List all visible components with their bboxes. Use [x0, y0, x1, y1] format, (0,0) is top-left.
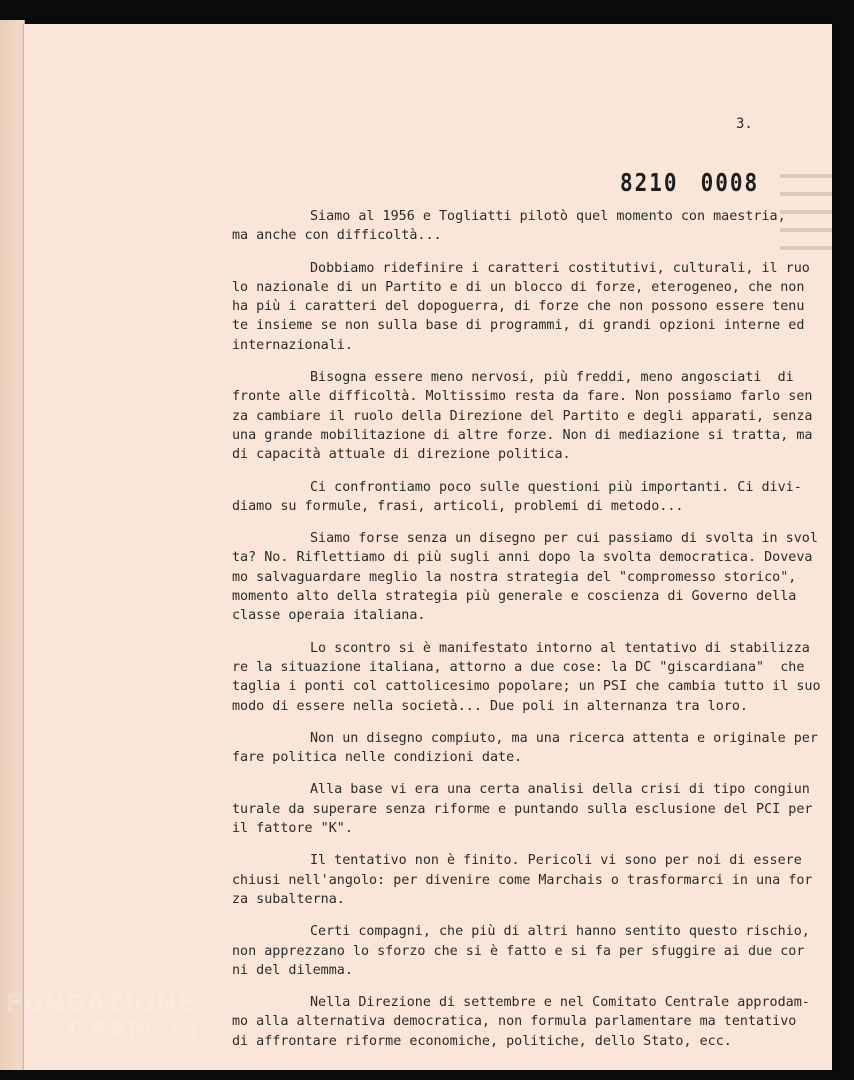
text-line: ma anche con difficoltà...: [232, 228, 442, 244]
text-line: di capacità attuale di direzione politica.: [232, 447, 571, 463]
fondazione-gramsci-watermark: [6, 990, 199, 1042]
text-line: di affrontare riforme economiche, politiche, dello Stato, ecc.: [232, 1033, 732, 1049]
text-line: fare politica nelle condizioni date.: [232, 750, 523, 766]
text-line: Alla base vi era una certa analisi della crisi di tipo congiun: [310, 782, 810, 798]
text-line: momento alto della strategia più generale e coscienza di Governo della: [232, 589, 797, 605]
text-line: Siamo al 1956 e Togliatti pilotò quel momento con maestria,: [310, 209, 786, 224]
text-line: modo di essere nella società... Due poli in alternanza tra loro.: [232, 698, 748, 714]
text-line: Nella Direzione di settembre e nel Comitato Centrale approdam-: [310, 995, 810, 1011]
text-line: non apprezzano lo sforzo che si è fatto e si fa per sfuggire ai due cor: [232, 943, 805, 959]
paragraph: [232, 207, 822, 246]
text-line: Lo scontro si è manifestato intorno al tentativo di stabilizza: [310, 640, 810, 656]
text-line: Certi compagni, che più di altri hanno sentito questo rischio,: [310, 924, 810, 940]
text-line: Ci confrontiamo poco sulle questioni più importanti. Ci divi-: [310, 479, 802, 495]
watermark-line-1: FONDAZIONE: [6, 989, 195, 1017]
paragraph: [232, 993, 822, 1051]
text-line: Bisogna essere meno nervosi, più freddi, meno angosciati di: [310, 370, 794, 386]
archive-stamp: [620, 168, 759, 197]
text-line: Siamo forse senza un disegno per cui passiamo di svolta in svol: [310, 531, 818, 547]
paragraph: [232, 368, 822, 464]
stamp-left-code: 8210: [620, 168, 679, 197]
text-line: diamo su formule, frasi, articoli, problemi di metodo...: [232, 498, 684, 514]
text-line: il fattore "K".: [232, 821, 353, 837]
text-line: re la situazione italiana, attorno a due cose: la DC "giscardiana" che: [232, 659, 805, 675]
paragraph: [232, 478, 822, 517]
paragraph: [232, 729, 822, 768]
text-line: taglia i ponti col cattolicesimo popolare; un PSI che cambia tutto il suo: [232, 679, 821, 695]
text-line: chiusi nell'angolo: per divenire come Marchais o trasformarci in una for: [232, 872, 813, 888]
text-line: turale da superare senza riforme e puntando sulla esclusione del PCI per: [232, 801, 813, 817]
text-line: internazionali.: [232, 337, 353, 353]
text-line: za subalterna.: [232, 891, 345, 907]
stamp-right-code: 0008: [700, 168, 760, 197]
document-page: [24, 24, 832, 1070]
page-number: 3.: [736, 116, 753, 132]
text-line: una grande mobilitazione di altre forze. Non di mediazione si tratta, ma: [232, 427, 813, 443]
text-line: fronte alle difficoltà. Moltissimo resta da fare. Non possiamo farlo sen: [232, 389, 813, 405]
text-line: za cambiare il ruolo della Direzione del Partito e degli apparati, senza: [232, 408, 813, 424]
text-line: ha più i caratteri del dopoguerra, di forze che non possono essere tenu: [232, 299, 805, 315]
paragraph: [232, 259, 822, 355]
typed-body-text: [232, 207, 822, 1064]
paragraph: [232, 780, 822, 838]
paragraph: [232, 529, 822, 625]
previous-page-edge: [0, 20, 25, 1070]
text-line: te insieme se non sulla base di programmi, di grandi opzioni interne ed: [232, 318, 805, 334]
text-line: Dobbiamo ridefinire i caratteri costitutivi, culturali, il ruo: [310, 260, 810, 276]
text-line: Non un disegno compiuto, ma una ricerca attenta e originale per: [310, 730, 818, 746]
text-line: mo alla alternativa democratica, non formula parlamentare ma tentativo: [232, 1014, 797, 1030]
text-line: mo salvaguardare meglio la nostra strategia del "compromesso storico",: [232, 569, 797, 585]
paragraph: [232, 851, 822, 909]
text-line: classe operaia italiana.: [232, 608, 426, 624]
paragraph: [232, 639, 822, 716]
watermark-line-2: GRAMSCI: [68, 1015, 200, 1043]
text-line: ta? No. Riflettiamo di più sugli anni dopo la svolta democratica. Doveva: [232, 550, 813, 566]
text-line: lo nazionale di un Partito e di un blocco di forze, eterogeneo, che non: [232, 279, 805, 295]
text-line: ni del dilemma.: [232, 962, 353, 978]
text-line: Il tentativo non è finito. Pericoli vi sono per noi di essere: [310, 853, 802, 869]
paragraph: [232, 922, 822, 980]
